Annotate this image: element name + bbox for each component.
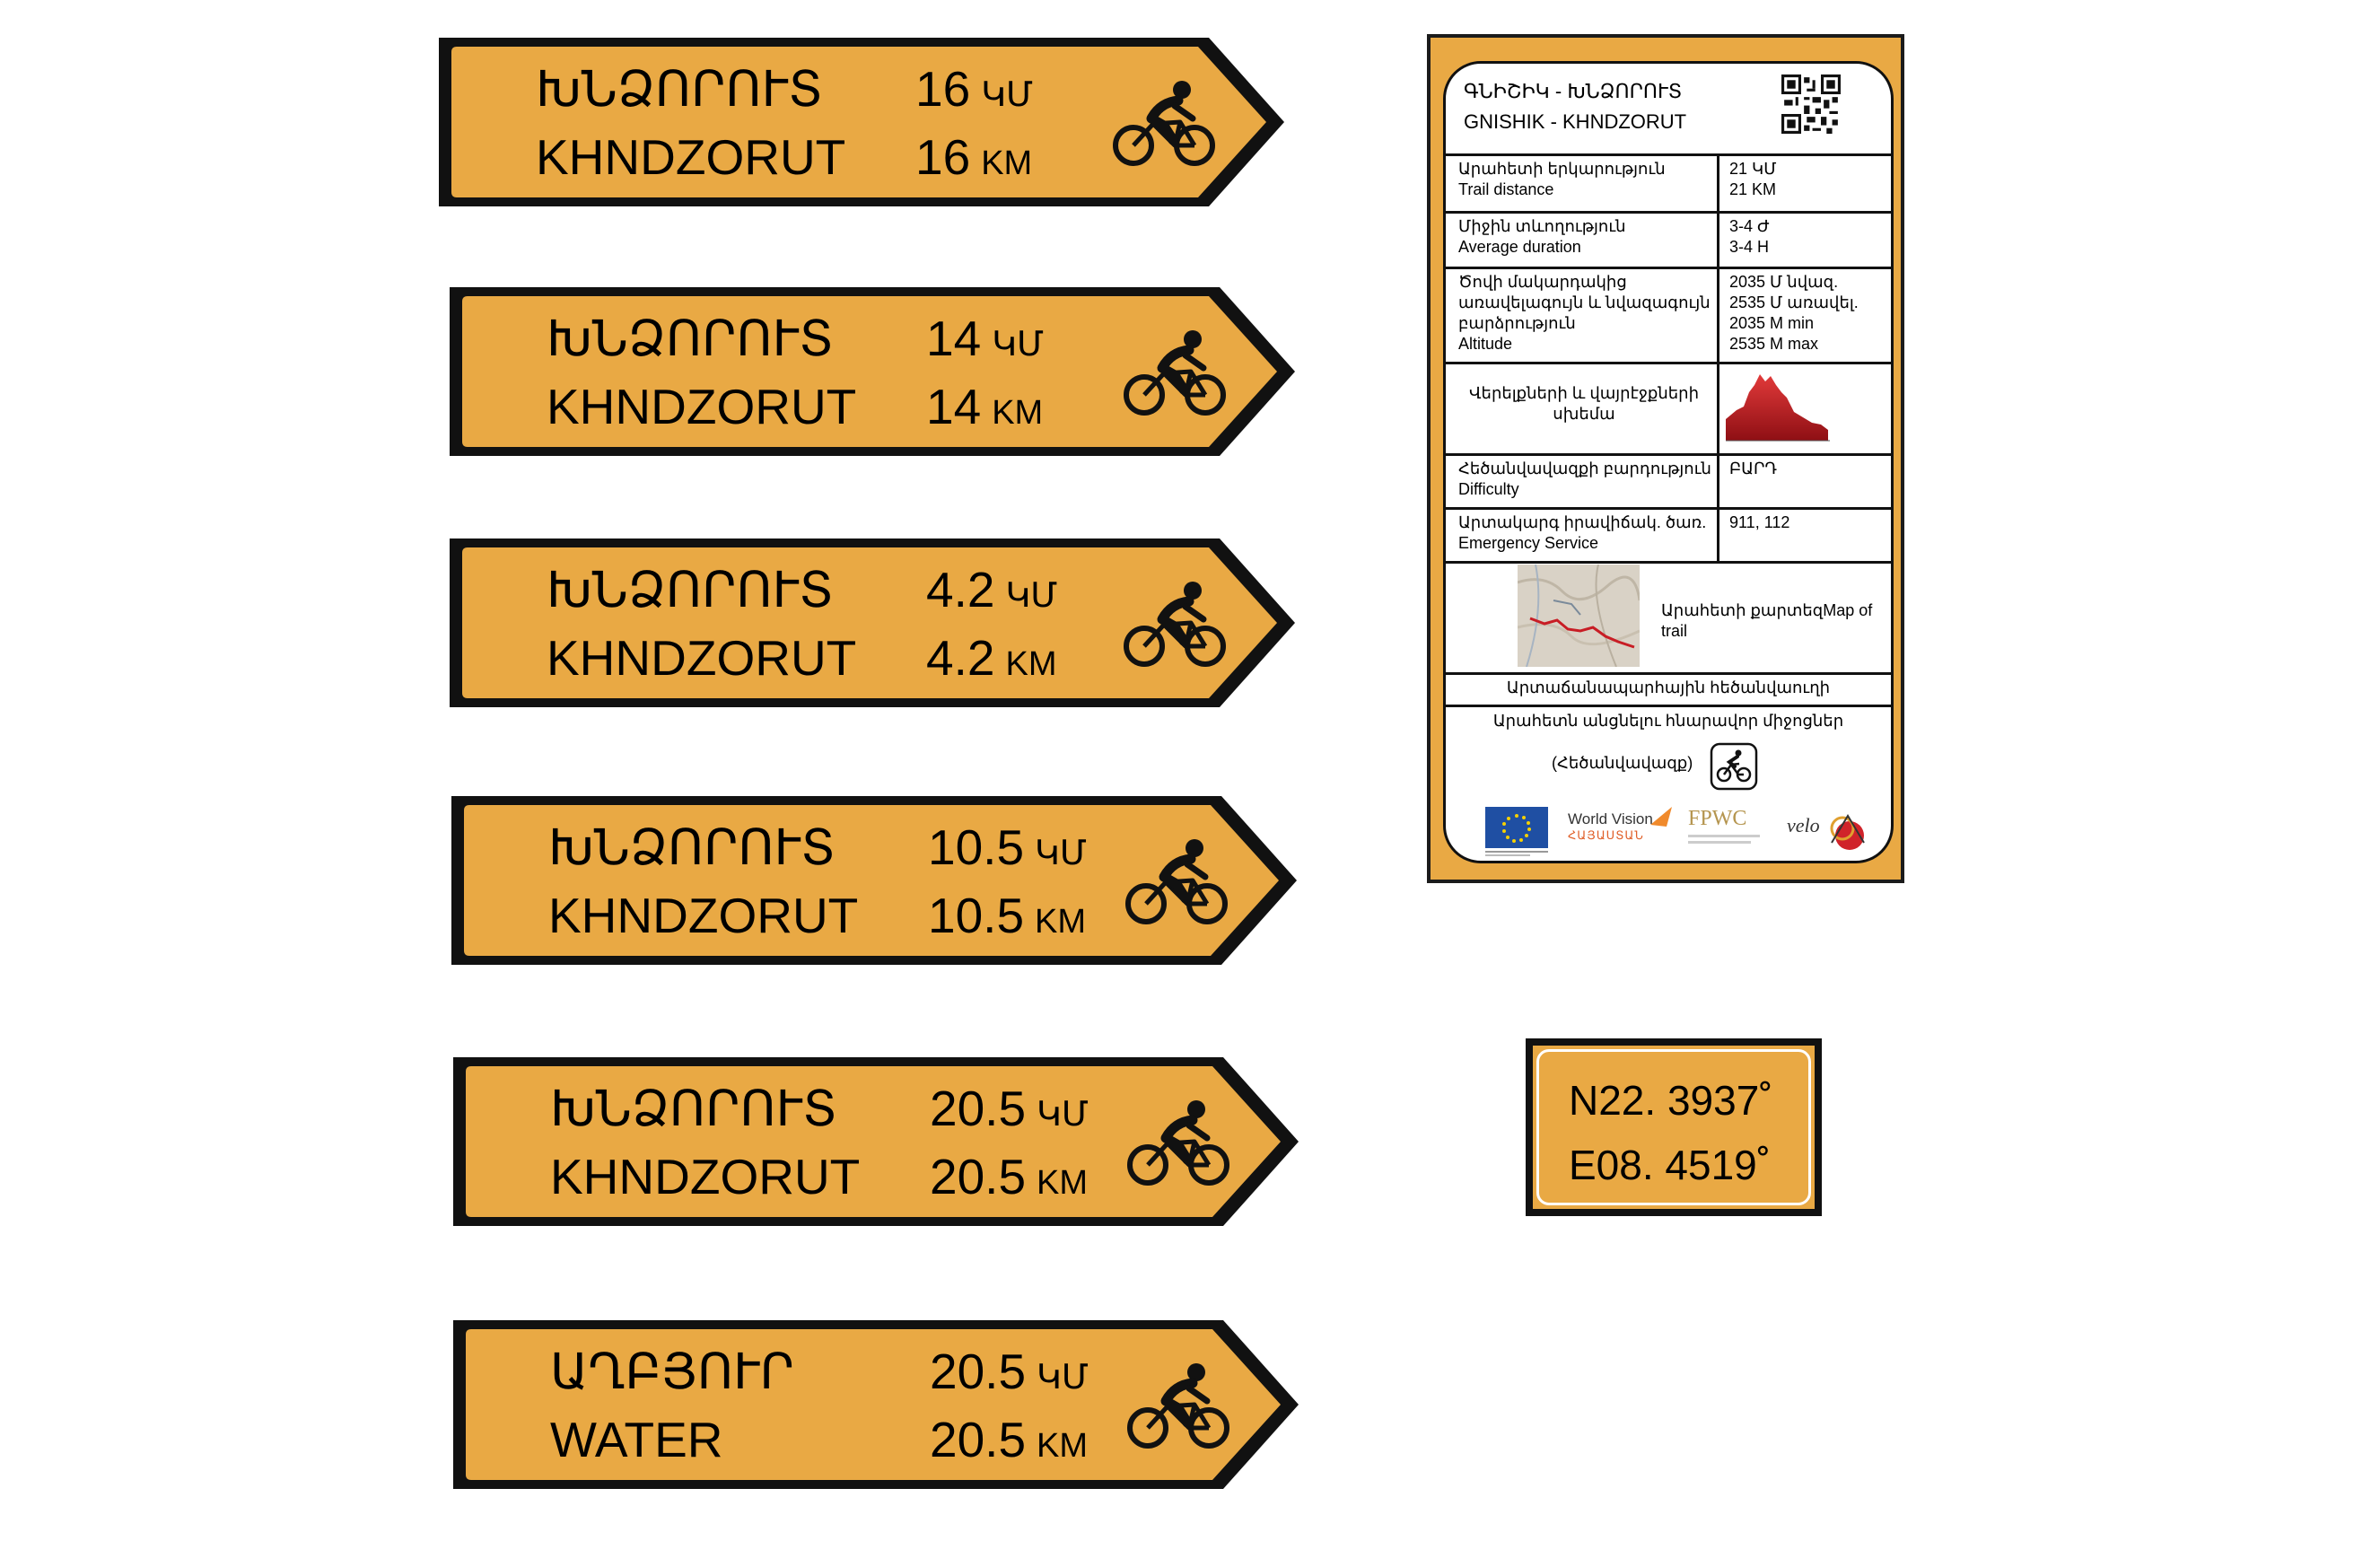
trail-type-label: Արտաճանապարհային հեծանվաուղի bbox=[1506, 679, 1831, 696]
eu-flag-logo bbox=[1485, 807, 1548, 857]
label-hy: Արահետի երկարություն bbox=[1458, 160, 1666, 178]
distance-en bbox=[926, 630, 1057, 686]
value-min-hy: 2035 Մ նվազ. bbox=[1729, 273, 1839, 291]
label-en: Emergency Service bbox=[1458, 534, 1599, 552]
distance-unit: KM bbox=[1037, 1427, 1089, 1465]
distance-unit: ԿՄ bbox=[1037, 1359, 1089, 1397]
elevation-profile-graphic bbox=[1724, 365, 1832, 448]
direction-sign bbox=[450, 1054, 1304, 1230]
distance-value: 20.5 bbox=[930, 1149, 1027, 1204]
label-hy: Հեծանվավազքի բարդություն bbox=[1458, 460, 1711, 477]
cyclist-icon bbox=[1124, 1360, 1232, 1453]
label-en: Altitude bbox=[1458, 335, 1513, 353]
distance-en bbox=[928, 888, 1087, 943]
qr-code-icon bbox=[1781, 74, 1841, 134]
latitude-text: N22. 3937˚ bbox=[1569, 1077, 1773, 1124]
fpwc-logo bbox=[1688, 807, 1778, 844]
label-hy: Արտակարգ իրավիճակ. ծառ. bbox=[1458, 513, 1707, 531]
label-hy: Ծովի մակարդակից bbox=[1458, 273, 1627, 291]
distance-unit: ԿՄ bbox=[1037, 1096, 1089, 1134]
distance-en bbox=[926, 379, 1044, 434]
label-en: Difficulty bbox=[1458, 480, 1519, 498]
destination-name-hy: ԽՆՁՈՐՈՒՏ bbox=[550, 1081, 837, 1136]
cycling-icon bbox=[1710, 742, 1758, 791]
distance-en bbox=[930, 1412, 1089, 1467]
distance-hy bbox=[928, 819, 1087, 875]
distance-unit: ԿՄ bbox=[1005, 577, 1058, 615]
value-en: 21 KM bbox=[1729, 180, 1777, 198]
travel-means-label: Արահետն անցնելու հնարավոր միջոցներ bbox=[1492, 712, 1844, 730]
destination-name-hy: ԽՆՁՈՐՈՒՏ bbox=[548, 819, 836, 875]
info-board-header bbox=[1446, 64, 1891, 156]
world-vision-star-icon bbox=[1650, 807, 1672, 827]
destination-name-hy: ԽՆՁՈՐՈՒՏ bbox=[536, 61, 823, 117]
distance-unit: ԿՄ bbox=[992, 326, 1045, 363]
distance-value: 16 bbox=[915, 61, 971, 117]
value-emergency: 911, 112 bbox=[1729, 513, 1790, 531]
world-vision-name: World Vision bbox=[1568, 810, 1653, 827]
row-trail-distance bbox=[1446, 153, 1891, 214]
cyclist-icon bbox=[1110, 77, 1218, 171]
distance-unit: KM bbox=[1035, 903, 1087, 941]
value-difficulty: ԲԱՐԴ bbox=[1729, 460, 1778, 477]
distance-hy bbox=[926, 311, 1045, 366]
world-vision-logo bbox=[1568, 810, 1676, 843]
fpwc-name: FPWC bbox=[1688, 807, 1747, 830]
destination-name-hy: ԽՆՁՈՐՈՒՏ bbox=[547, 311, 834, 366]
row-difficulty bbox=[1446, 453, 1891, 510]
longitude-text: E08. 4519˚ bbox=[1569, 1142, 1772, 1188]
destination-name-en: KHNDZORUT bbox=[547, 379, 857, 434]
distance-value: 14 bbox=[926, 379, 982, 434]
direction-sign bbox=[450, 1317, 1304, 1493]
trail-title-hy: ԳՆԻՇԻԿ - ԽՆՁՈՐՈՒՏ bbox=[1464, 80, 1683, 102]
row-elevation-profile bbox=[1446, 362, 1891, 456]
divider bbox=[1717, 362, 1719, 453]
info-board-panel bbox=[1443, 61, 1894, 863]
label-hy: Վերելքների և վայրէջքների bbox=[1468, 384, 1700, 402]
distance-value: 16 bbox=[915, 129, 971, 185]
trail-info-board bbox=[1427, 34, 1904, 883]
distance-unit: KM bbox=[992, 394, 1044, 432]
label-hy-2: առավելագույն և նվազագույն bbox=[1458, 293, 1711, 311]
map-label-hy: Արահետի քարտեզ bbox=[1661, 601, 1824, 619]
row-trail-map bbox=[1446, 561, 1891, 675]
value-hy: 3-4 Ժ bbox=[1729, 217, 1770, 235]
row-trail-type bbox=[1446, 672, 1891, 707]
world-vision-subtitle: ՀԱՅԱՍՏԱՆ bbox=[1568, 828, 1644, 842]
distance-value: 14 bbox=[926, 311, 982, 366]
destination-name-en: KHNDZORUT bbox=[536, 129, 846, 185]
distance-value: 4.2 bbox=[926, 562, 995, 617]
destination-name-en: KHNDZORUT bbox=[548, 888, 859, 943]
destination-name-en: KHNDZORUT bbox=[550, 1149, 861, 1204]
direction-sign bbox=[446, 284, 1300, 460]
velo-wheel-icon bbox=[1823, 810, 1873, 854]
distance-unit: ԿՄ bbox=[981, 76, 1034, 114]
distance-unit: KM bbox=[981, 144, 1033, 182]
distance-hy bbox=[915, 61, 1034, 117]
distance-value: 10.5 bbox=[928, 888, 1025, 943]
label-hy-2: սխեմա bbox=[1553, 405, 1615, 423]
label-en: Average duration bbox=[1458, 238, 1581, 256]
destination-name-hy: ԽՆՁՈՐՈՒՏ bbox=[547, 562, 834, 617]
distance-en bbox=[930, 1149, 1089, 1204]
row-emergency-service bbox=[1446, 507, 1891, 564]
value-min-en: 2035 M min bbox=[1729, 314, 1815, 332]
partner-logos bbox=[1446, 801, 1891, 861]
distance-hy bbox=[930, 1344, 1089, 1399]
distance-en bbox=[915, 129, 1033, 185]
value-hy: 21 ԿՄ bbox=[1729, 160, 1777, 178]
destination-name-en: WATER bbox=[550, 1412, 723, 1467]
distance-unit: KM bbox=[1005, 645, 1057, 683]
travel-means-value: (Հեծանվավազք) bbox=[1552, 754, 1693, 772]
distance-hy bbox=[930, 1081, 1089, 1136]
distance-unit: KM bbox=[1037, 1164, 1089, 1202]
direction-sign bbox=[448, 792, 1302, 968]
distance-value: 4.2 bbox=[926, 630, 995, 686]
value-max-hy: 2535 Մ առավել. bbox=[1729, 293, 1859, 311]
distance-value: 20.5 bbox=[930, 1344, 1027, 1399]
label-hy-3: բարձրություն bbox=[1458, 314, 1576, 332]
label-en: Trail distance bbox=[1458, 180, 1554, 198]
map-label-en: Map of trail bbox=[1661, 601, 1873, 640]
value-max-en: 2535 M max bbox=[1729, 335, 1819, 353]
gps-coordinate-plate bbox=[1526, 1038, 1822, 1216]
distance-hy bbox=[926, 562, 1058, 617]
cyclist-icon bbox=[1123, 836, 1230, 929]
distance-unit: ԿՄ bbox=[1035, 835, 1087, 872]
cyclist-icon bbox=[1121, 578, 1229, 671]
distance-value: 20.5 bbox=[930, 1081, 1027, 1136]
trail-map-image bbox=[1518, 565, 1640, 667]
destination-name-hy: ԱՂԲՅՈՒՐ bbox=[550, 1344, 794, 1399]
distance-value: 20.5 bbox=[930, 1412, 1027, 1467]
cyclist-icon bbox=[1124, 1097, 1232, 1190]
direction-sign bbox=[435, 34, 1290, 210]
destination-name-en: KHNDZORUT bbox=[547, 630, 857, 686]
row-altitude bbox=[1446, 267, 1891, 364]
value-en: 3-4 H bbox=[1729, 238, 1770, 256]
velo-name: velo bbox=[1787, 814, 1820, 836]
velo-logo bbox=[1787, 807, 1877, 857]
row-average-duration bbox=[1446, 211, 1891, 269]
direction-sign bbox=[446, 535, 1300, 711]
label-hy: Միջին տևողություն bbox=[1458, 217, 1626, 235]
trail-title-en: GNISHIK - KHNDZORUT bbox=[1464, 110, 1687, 133]
row-travel-means bbox=[1446, 705, 1891, 801]
cyclist-icon bbox=[1121, 327, 1229, 420]
distance-value: 10.5 bbox=[928, 819, 1025, 875]
